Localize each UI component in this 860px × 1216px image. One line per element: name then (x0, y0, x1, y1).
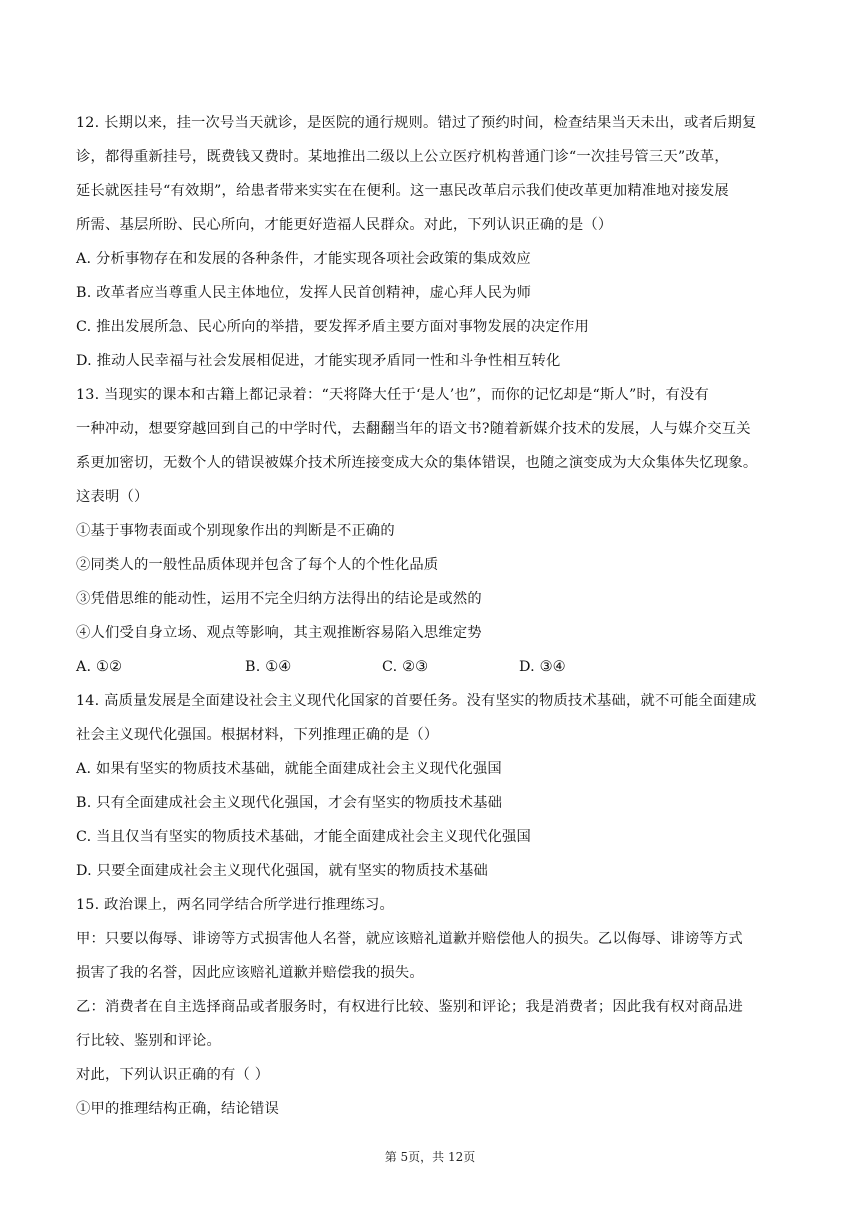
question-12-option-b: B. 改革者应当尊重人民主体地位，发挥人民首创精神，虚心拜人民为师 (76, 285, 532, 301)
question-12-stem-line: 所需、基层所盼、民心所向，才能更好造福人民群众。对此，下列认识正确的是（） (76, 217, 613, 233)
question-13-stem-line: 这表明（） (76, 489, 149, 505)
question-15-stem-line: 损害了我的名誉，因此应该赔礼道歉并赔偿我的损失。 (76, 965, 424, 981)
question-13 (76, 378, 786, 684)
question-13-statement-4: ④人们受自身立场、观点等影响，其主观推断容易陷入思维定势 (76, 625, 482, 641)
question-15-stem-line: 甲：只要以侮辱、诽谤等方式损害他人名誉，就应该赔礼道歉并赔偿他人的损失。乙以侮辱、诽谤等方式 (76, 931, 743, 947)
question-13-statement-1: ①基于事物表面或个别现象作出的判断是不正确的 (76, 523, 395, 539)
question-15-stem-line: 对此，下列认识正确的有（ ） (76, 1067, 270, 1083)
question-15-stem-line: 行比较、鉴别和评论。 (76, 1033, 221, 1049)
question-15-stem-line: 乙：消费者在自主选择商品或者服务时，有权进行比较、鉴别和评论；我是消费者；因此我有权对商品进 (76, 999, 743, 1015)
question-13-option-b: B. ①④ (245, 659, 292, 675)
question-14-option-c: C. 当且仅当有坚实的物质技术基础，才能全面建成社会主义现代化强国 (76, 829, 532, 845)
question-12-option-a: A. 分析事物存在和发展的各种条件，才能实现各项社会政策的集成效应 (76, 251, 531, 267)
page-content (76, 106, 786, 1126)
question-13-statement-3: ③凭借思维的能动性，运用不完全归纳方法得出的结论是或然的 (76, 591, 482, 607)
question-12-stem-line: 诊，都得重新挂号，既费钱又费时。某地推出二级以上公立医疗机构普通门诊“一次挂号管三天”改革， (76, 149, 729, 165)
question-15-stem-line: 15. 政治课上，两名同学结合所学进行推理练习。 (76, 897, 395, 913)
question-12 (76, 106, 786, 378)
question-12-stem-line: 延长就医挂号“有效期”，给患者带来实实在在便利。这一惠民改革启示我们使改革更加精准地对接发展 (76, 183, 729, 199)
question-12-option-c: C. 推出发展所急、民心所向的举措，要发挥矛盾主要方面对事物发展的决定作用 (76, 319, 590, 335)
question-14-option-a: A. 如果有坚实的物质技术基础，就能全面建成社会主义现代化强国 (76, 761, 502, 777)
question-15 (76, 888, 786, 1126)
question-15-statement-1: ①甲的推理结构正确，结论错误 (76, 1101, 279, 1117)
question-13-statement-2: ②同类人的一般性品质体现并包含了每个人的个性化品质 (76, 557, 439, 573)
question-14-stem-line: 社会主义现代化强国。根据材料，下列推理正确的是（） (76, 727, 439, 743)
question-14-stem-line: 14. 高质量发展是全面建设社会主义现代化国家的首要任务。没有坚实的物质技术基础，就不可能全面建成 (76, 693, 757, 709)
question-12-option-d: D. 推动人民幸福与社会发展相促进，才能实现矛盾同一性和斗争性相互转化 (76, 353, 561, 369)
question-13-stem-line: 一种冲动，想要穿越回到自己的中学时代，去翻翻当年的语文书?随着新媒介技术的发展，人与媒介交互关 (76, 421, 751, 437)
question-13-stem-line: 13. 当现实的课本和古籍上都记录着：“天将降大任于‘是人’也”，而你的记忆却是“斯人”时，有没有 (76, 387, 709, 403)
question-13-option-a: A. ①② (76, 659, 123, 675)
question-13-stem-line: 系更加密切，无数个人的错误被媒介技术所连接变成大众的集体错误，也随之演变成为大众集体失忆现象。 (76, 455, 758, 471)
question-12-stem-line: 12. 长期以来，挂一次号当天就诊，是医院的通行规则。错过了预约时间，检查结果当天未出，或者后期复 (76, 115, 757, 131)
question-13-option-c: C. ②③ (382, 659, 429, 675)
question-14-option-b: B. 只有全面建成社会主义现代化强国，才会有坚实的物质技术基础 (76, 795, 503, 811)
question-13-option-d: D. ③④ (519, 659, 566, 675)
page-footer: 第 5页，共 12页 (384, 1150, 476, 1164)
question-14-option-d: D. 只要全面建成社会主义现代化强国，就有坚实的物质技术基础 (76, 863, 489, 879)
question-14 (76, 684, 786, 888)
question-13-options (76, 650, 786, 684)
